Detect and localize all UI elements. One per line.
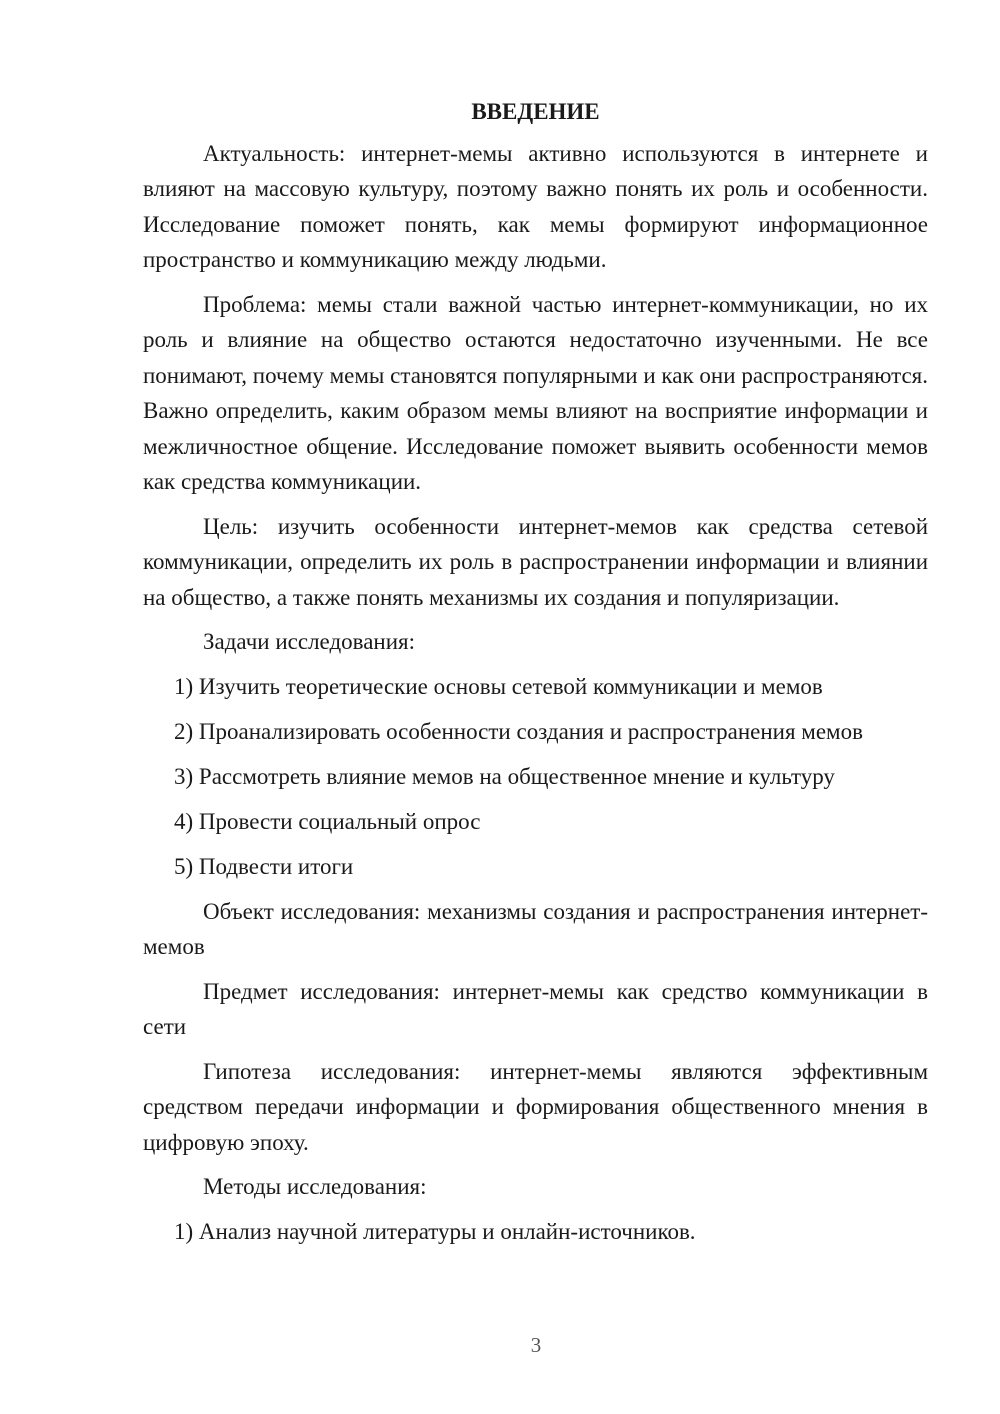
tasks-heading: Задачи исследования: <box>203 629 416 654</box>
task-item: 2) Проанализировать особенности создания и распространения мемов <box>174 718 863 744</box>
object-paragraph: Объект исследования: механизмы создания и распространения интернет-мемов <box>143 898 928 959</box>
hypothesis-paragraph: Гипотеза исследования: интернет-мемы являются эффективным средством передачи информации и формирования общественного мнения в цифровую эпоху. <box>143 1058 928 1155</box>
methods-list <box>143 1214 928 1250</box>
method-item: 1) Анализ научной литературы и онлайн-источников. <box>174 1218 696 1244</box>
problem-paragraph: Проблема: мемы стали важной частью интернет-коммуникации, но их роль и влияние на общество остаются недостаточно изученными. Не все понимают, почему мемы становятся популярными и как они распространяются. Важно определить, каким образом мемы влияют на восприятие информации и межличностное общение. Исследование поможет выявить особенности мемов как средства коммуникации. <box>143 291 928 494</box>
task-item: 1) Изучить теоретические основы сетевой коммуникации и мемов <box>174 673 823 699</box>
tasks-list <box>143 669 928 885</box>
page-content <box>143 94 928 1259</box>
relevance-paragraph: Актуальность: интернет-мемы активно используются в интернете и влияют на массовую культуру, поэтому важно понять их роль и особенности. Исследование поможет понять, как мемы формируют информационное пространство и коммуникацию между людьми. <box>143 140 928 272</box>
task-item: 4) Провести социальный опрос <box>174 808 481 834</box>
section-title: ВВЕДЕНИЕ <box>471 99 600 124</box>
task-item: 5) Подвести итоги <box>174 853 354 879</box>
page-number: 3 <box>530 1333 542 1357</box>
task-item: 3) Рассмотреть влияние мемов на общественное мнение и культуру <box>174 763 835 789</box>
subject-paragraph: Предмет исследования: интернет-мемы как средство коммуникации в сети <box>143 978 928 1039</box>
goal-paragraph: Цель: изучить особенности интернет-мемов как средства сетевой коммуникации, определить их роль в распространении информации и влиянии на общество, а также понять механизмы их создания и популяризации. <box>143 513 928 610</box>
methods-heading: Методы исследования: <box>203 1174 427 1199</box>
